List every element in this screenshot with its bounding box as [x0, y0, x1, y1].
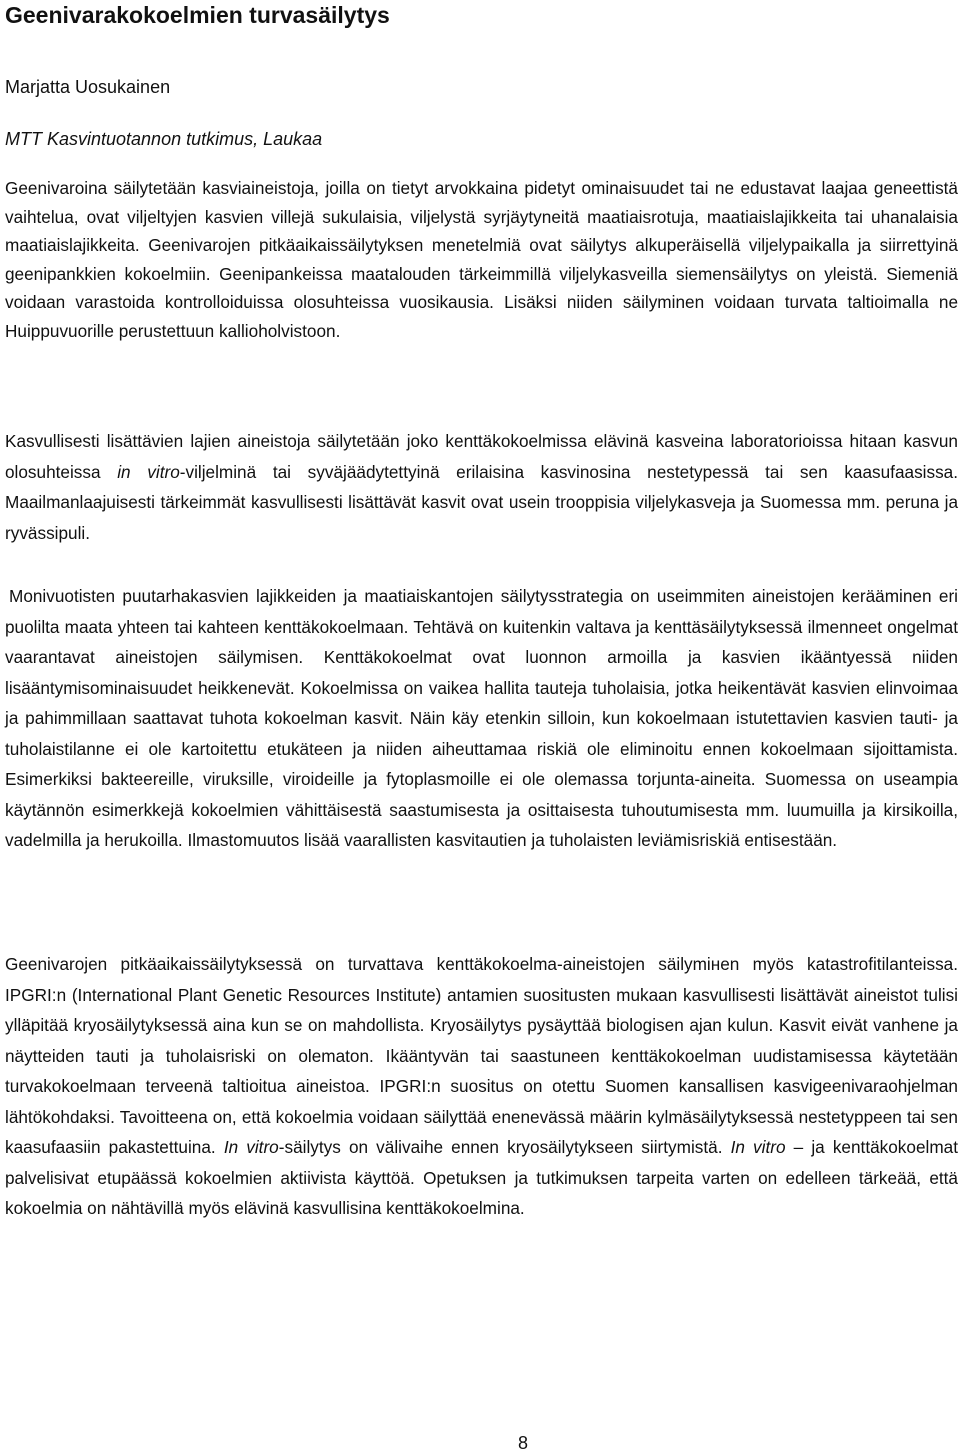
paragraph-3 — [5, 581, 958, 856]
paragraph-4-italic-a: In vitro — [223, 1137, 279, 1157]
paragraph-4 — [5, 949, 958, 1224]
document-title: Geenivarakokoelmien turvasäilytys — [5, 2, 390, 28]
paragraph-2-text-a: Kasvullisesti lisättävien lajien aineistoja säilytetään joko kenttäkokoelmissa elävinä kasveina laboratorioissa hitaan kasvun olosuhteissa — [5, 431, 958, 482]
paragraph-4-text-c: – ja kenttäkokoelmat palvelisivat etupäässä kokoelmien aktiivista käyttöä. Opetuksen ja tutkimuksen tarpeita varten on edelleen tärkeää, että kokoelmia on nähtävillä myös elävinä kasvullisina kenttäkokoelmina. — [5, 1137, 958, 1218]
author-affiliation: MTT Kasvintuotannon tutkimus, Laukaa — [5, 129, 323, 149]
paragraph-1: Geenivaroina säilytetään kasviaineistoja, joilla on tietyt arvokkaina pidetyt ominaisuudet tai ne edustavat laajaa geneettistä vaihtelua, ovat viljeltyjen kasvien villejä sukulaisia, viljelystä syrjäytyneitä maatiaisrotuja, maatiaislajikkeita tai uhanalaisia maatiaislajikkeita. Geenivarojen pitkäaikaissäilytyksen menetelmiä ovat säilytys alkuperäisellä viljelypaikalla ja siirrettyinä geenipankkien kokoelmiin. Geenipankeissa maatalouden tärkeimmillä viljelykasveilla siemensäilytys on yleistä. Siemeniä voidaan varastoida kontrolloiduissa olosuhteissa vuosikausia. Lisäksi niiden säilyminen voidaan turvata taltioimalla ne Huippuvuorille perustettuun kallioholvistoon. — [5, 178, 958, 341]
author-name: Marjatta Uosukainen — [5, 77, 171, 97]
paragraph-2 — [5, 426, 958, 548]
paragraph-2-text-b: -viljelminä tai syväjäädytettyinä erilaisina kasvinosina nestetypessä tai sen kaasufaasissa. Maailmanlaajuisesti tärkeimmät kasvullisesti lisättävät kasvit ovat usein trooppisia viljelykasveja ja Suomessa mm. peruna ja ryvässipuli. — [5, 461, 959, 543]
paragraph-4-italic-b: In vitro — [730, 1137, 786, 1157]
page-number: 8 — [518, 1433, 529, 1453]
paragraph-3-text: Monivuotisten puutarhakasvien lajikkeiden ja maatiaiskantojen säilytysstrategia on useimmiten aineistojen kerääminen eri puolilta maata yhteen tai kahteen kenttäkokoelmaan. Tehtävä on kuitenkin valtava ja kenttäsäilytyksessä ilmenneet ongelmat vaarantavat aineistojen säilymisen. Kenttäkokoelmat ovat luonnon armoilla ja kasvien ikääntyessä niiden lisääntymisominaisuudet heikkenevät. Kokoelmissa on vaikea hallita tauteja tuholaisia, jotka heikentävät kasvien elinvoimaa ja pahimmillaan saattavat tuhota kokoelman kasvit. Näin käy etenkin silloin, kun kokoelmaan istutettavien kasvien tauti- ja tuholaistilanne ei ole kartoitettu etukäteen ja niiden aiheuttamaa riskiä ole eliminoitu ennen kokoelmaan sijoittamista. Esimerkiksi bakteereille, viruksille, viroideille ja fytoplasmoille ei ole olemassa torjunta-aineita. Suomessa on useampia käytännön esimerkkejä kokoelmien vähittäisestä saastumisesta ja osittaisesta tuhoutumisesta mm. luumuilla ja kirsikoilla, vadelmilla ja herukoilla. Ilmastomuutos lisää vaarallisten kasvitautien ja tuholaisten leviämisriskiä entisestään. — [5, 586, 958, 850]
paragraph-4-text-b: -säilytys on välivaihe ennen kryosäilytykseen siirtymistä. — [278, 1137, 731, 1157]
paragraph-2-italic: in vitro — [117, 461, 180, 482]
paragraph-4-text-a: Geenivarojen pitkäaikaissäilytyksessä on turvattava kenttäkokoelma-aineistojen säilymінen myös katastrofitilanteissa. IPGRI:n (International Plant Genetic Resources Institute) antamien suositusten mukaan kasvullisesti lisättävät aineistot tulisi ylläpitää kryosäilytyksessä aina kun se on mahdollista. Kryosäilytys pysäyttää biologisen ajan kulun. Kasvit eivät vanhene ja näytteiden tauti ja tuholaisriski on olematon. Ikääntyvän tai saastuneen kenttäkokoelman uudistamisessa käytetään turvakokoelmaan terveenä taltioitua aineistoa. IPGRI:n suositus on otettu Suomen kansallisen kasvigeenivaraohjelman lähtökohdaksi. Tavoitteena on, että kokoelmia voidaan säilyttää enenevässä määrin kylmäsäilytyksessä nestetyppeen tai sen kaasufaasiin pakastettuina. — [5, 954, 958, 1157]
